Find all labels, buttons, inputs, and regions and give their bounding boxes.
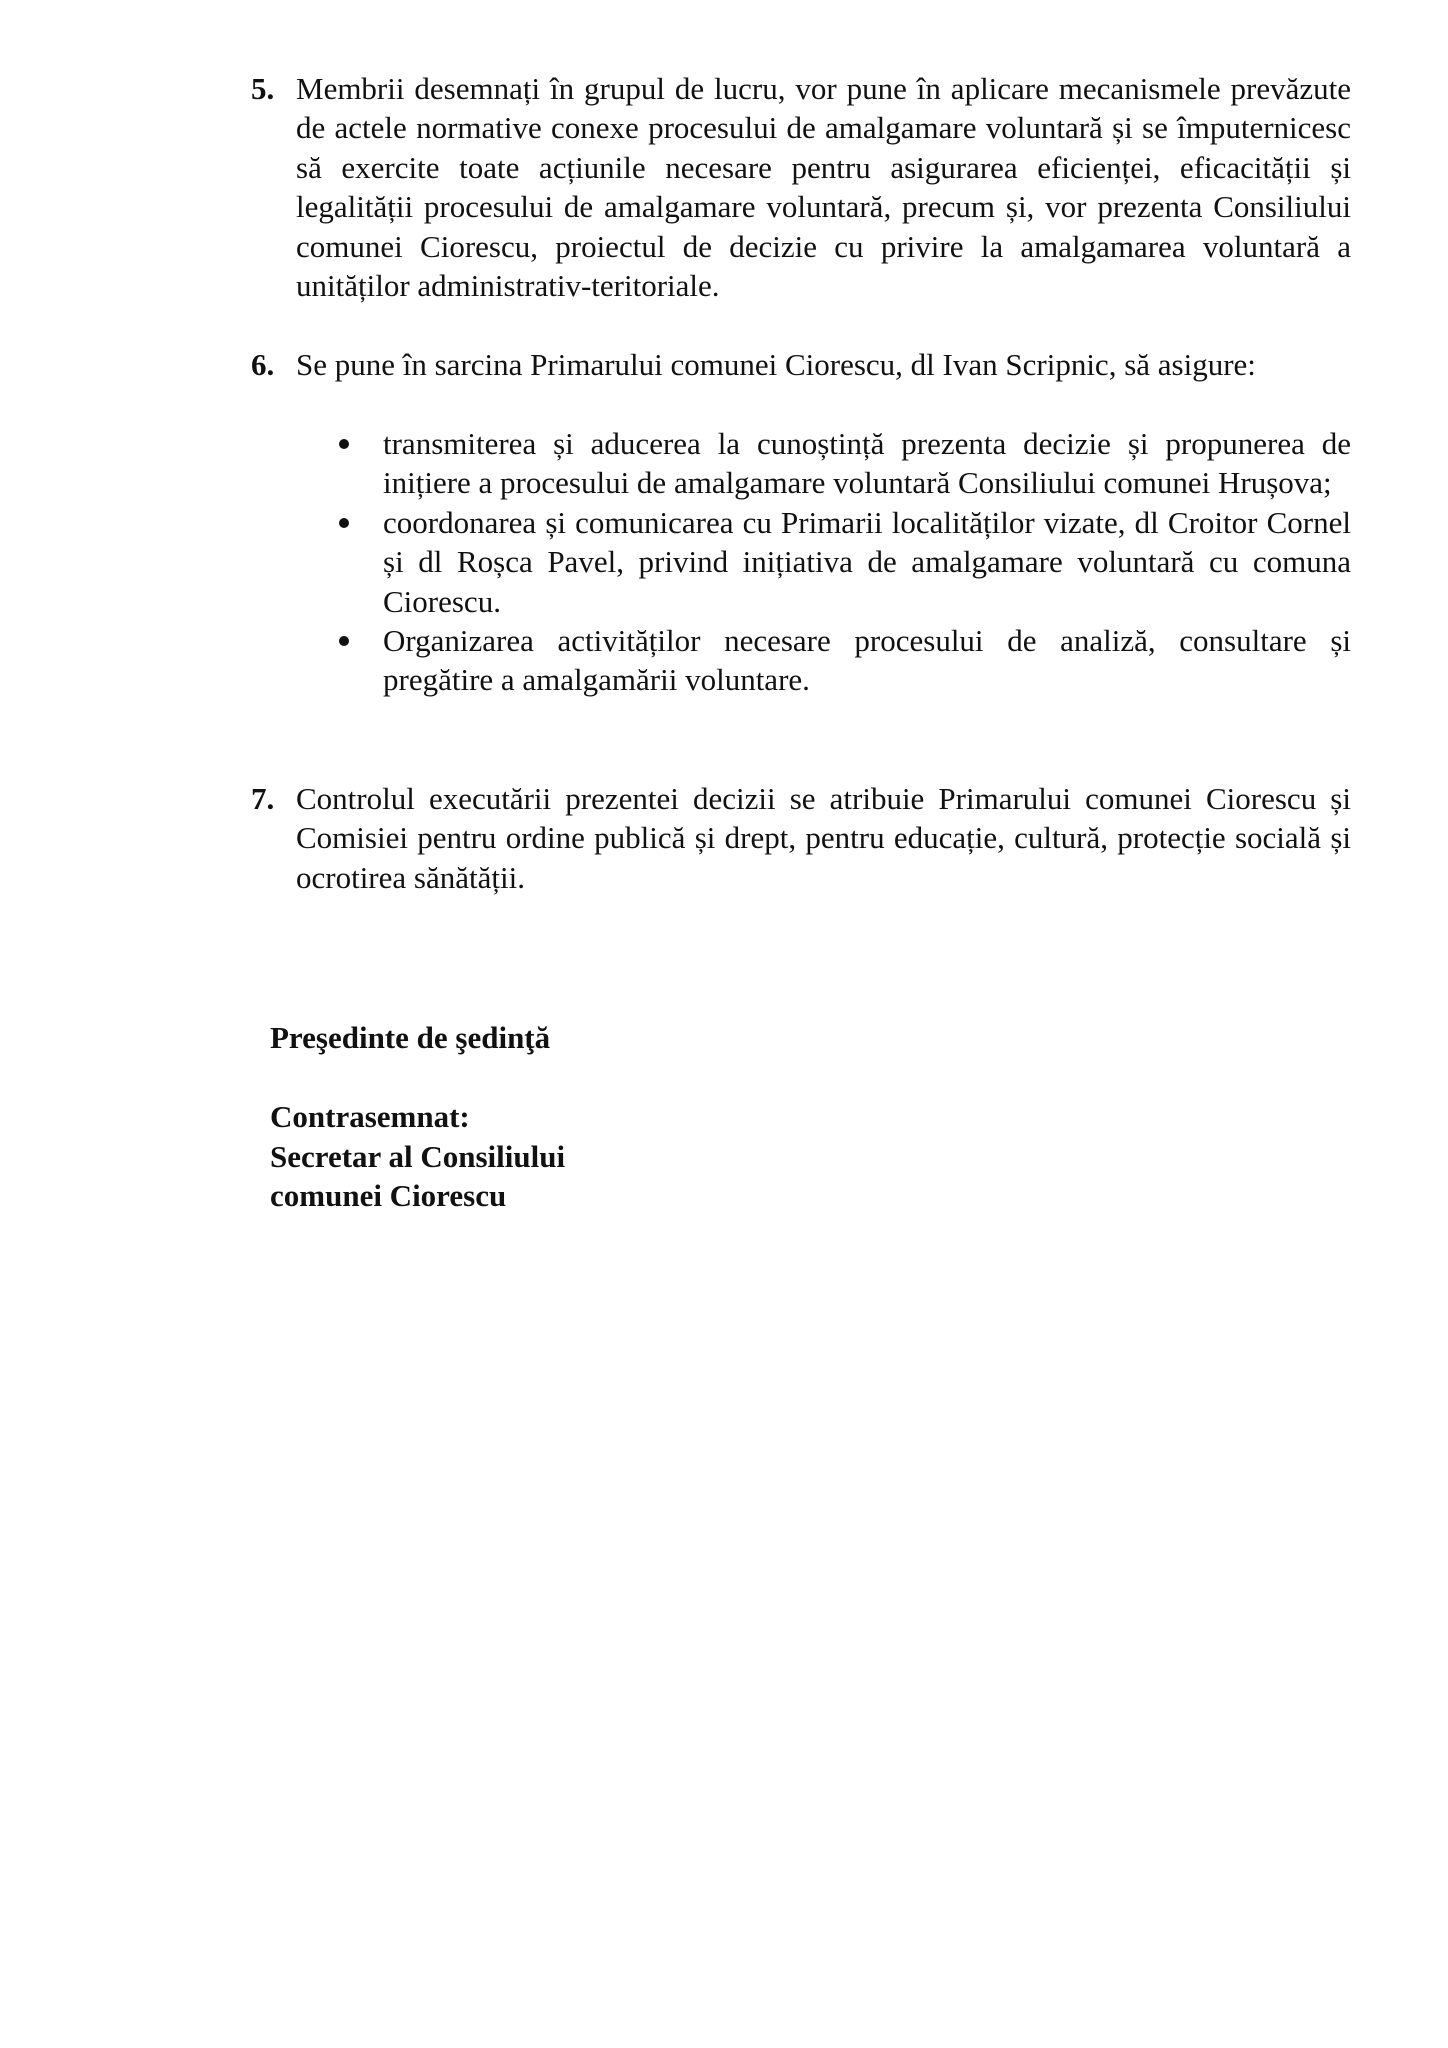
list-item [335,503,1351,621]
list-item [335,424,1351,503]
secretary-title-line1: Secretar al Consiliului [270,1139,566,1174]
item-text: Se pune în sarcina Primarului comunei Ciorescu, dl Ivan Scripnic, să asigure: [296,347,1256,382]
list-item-text: coordonarea și comunicarea cu Primarii localităților vizate, dl Croitor Cornel și dl Roșca Pavel, privind inițiativa de amalgamare voluntară cu comuna Ciorescu. [383,504,1351,619]
secretary-title-line2: comunei Ciorescu [270,1178,507,1213]
bullet-icon [339,518,349,528]
list-item-text: transmiterea și aducerea la cunoștință prezenta decizie și propunerea de inițiere a procesului de amalgamare voluntară Consiliului comunei Hrușova; [383,426,1351,501]
countersigned-label: Contrasemnat: [270,1099,470,1134]
decision-item-5 [251,69,1351,305]
bullet-icon [339,636,349,646]
item-text: Controlul executării prezentei decizii se atribuie Primarului comunei Ciorescu și Comisiei pentru ordine publică și drept, pentru educație, cultură, protecție socială și ocrotirea sănătății. [296,781,1351,895]
item-number: 6. [251,347,275,382]
item-6-bullet-list [335,424,1351,700]
list-item-text: Organizarea activităților necesare procesului de analiză, consultare și pregătire a amalgamării voluntare. [383,623,1351,698]
bullet-icon [339,439,349,449]
item-number: 5. [251,71,275,106]
item-number: 7. [251,781,275,816]
list-item [335,621,1351,700]
decision-item-7 [251,779,1351,897]
president-label: Preşedinte de şedinţă [270,1020,551,1055]
item-text: Membrii desemnați în grupul de lucru, vor pune în aplicare mecanismele prevăzute de actele normative conexe procesului de amalgamare voluntară și se împuternicesc să exercite toate acțiunile necesare pentru asigurarea eficienței, eficacității și legalității procesului de amalgamare voluntară, precum și, vor prezenta Consiliului comunei Ciorescu, proiectul de decizie cu privire la amalgamarea voluntară a unităților administrativ-teritoriale. [296,71,1351,304]
decision-item-6 [251,345,1351,384]
